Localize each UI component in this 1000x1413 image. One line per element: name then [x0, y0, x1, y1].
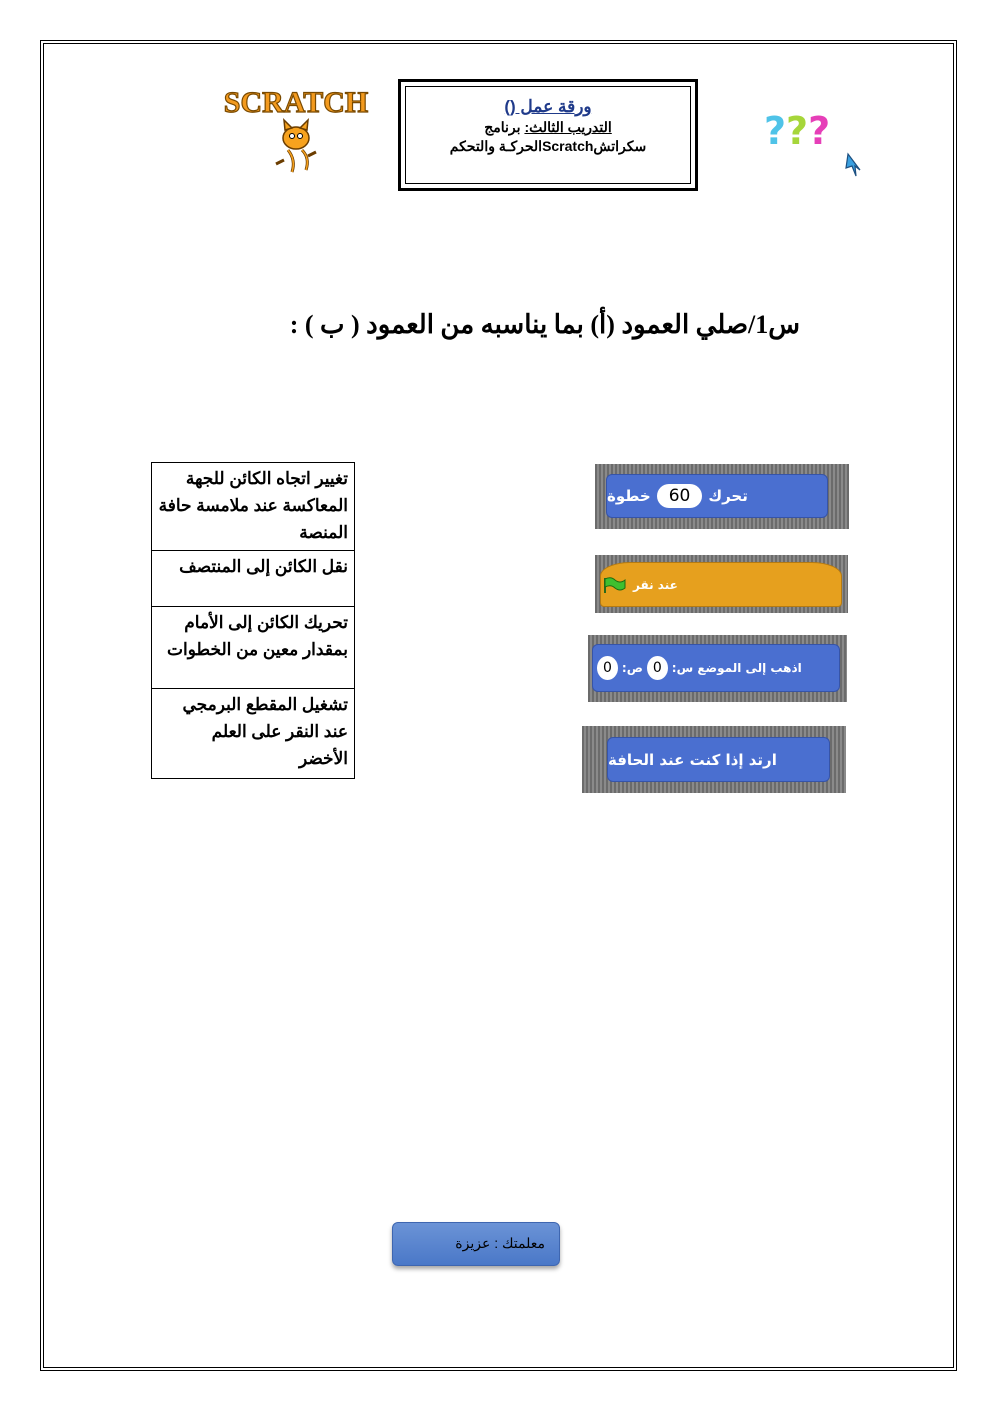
flag-block [600, 562, 842, 607]
move-block-label: تحرك [708, 487, 748, 505]
subtitle-scratch: Scratch [542, 138, 594, 154]
cursor-arrow-icon [846, 154, 860, 176]
worksheet-title: ورقة عمل () [504, 97, 592, 116]
column-b-item: تغيير اتجاه الكائن للجهة المعاكسة عند ملامسة حافة المنصة [152, 463, 355, 551]
bounce-block-label: ارتد إذا كنت عند الحافة [608, 750, 777, 769]
question-heading: س1/صلي العمود (أ) بما يناسبه من العمود ( ب ) : [289, 310, 800, 339]
logo-text: SCRATCH [223, 86, 369, 119]
scratch-cat-icon [276, 120, 316, 172]
goto-y-value: 0 [597, 656, 618, 680]
training-line [406, 119, 690, 136]
subtitle-prefix: سكراتش [593, 138, 647, 154]
green-flag-icon [601, 576, 627, 594]
goto-block-label: اذهب إلى الموضع س: [671, 661, 802, 675]
move-steps-value: 60 [657, 484, 703, 508]
column-b-item: نقل الكائن إلى المنتصف [152, 551, 355, 607]
move-block [606, 474, 828, 518]
goto-block [592, 644, 840, 692]
training-label: التدريب الثالث: [524, 119, 612, 135]
subtitle-suffix: الحركـة والتحكم [449, 138, 543, 154]
bounce-block [607, 737, 830, 782]
teacher-badge: معلمتك : عزيزة [392, 1222, 560, 1266]
worksheet-title-box [398, 79, 698, 191]
flag-block-label: عند نقر [633, 577, 678, 592]
question-marks-text: ??? [764, 109, 831, 153]
question-marks-icon [760, 100, 870, 180]
program-label: برنامج [484, 119, 521, 135]
subtitle-line [406, 138, 690, 155]
goto-y-label: ص: [621, 661, 643, 675]
column-b-item: تشغيل المقطع البرمجي عند النقر على العلم الأخضر [152, 689, 355, 779]
move-block-unit: خطوة [607, 487, 651, 505]
column-b-table [151, 462, 355, 779]
column-b-item: تحريك الكائن إلى الأمام بمقدار معين من الخطوات [152, 607, 355, 689]
goto-x-value: 0 [647, 656, 668, 680]
scratch-logo [222, 80, 370, 180]
